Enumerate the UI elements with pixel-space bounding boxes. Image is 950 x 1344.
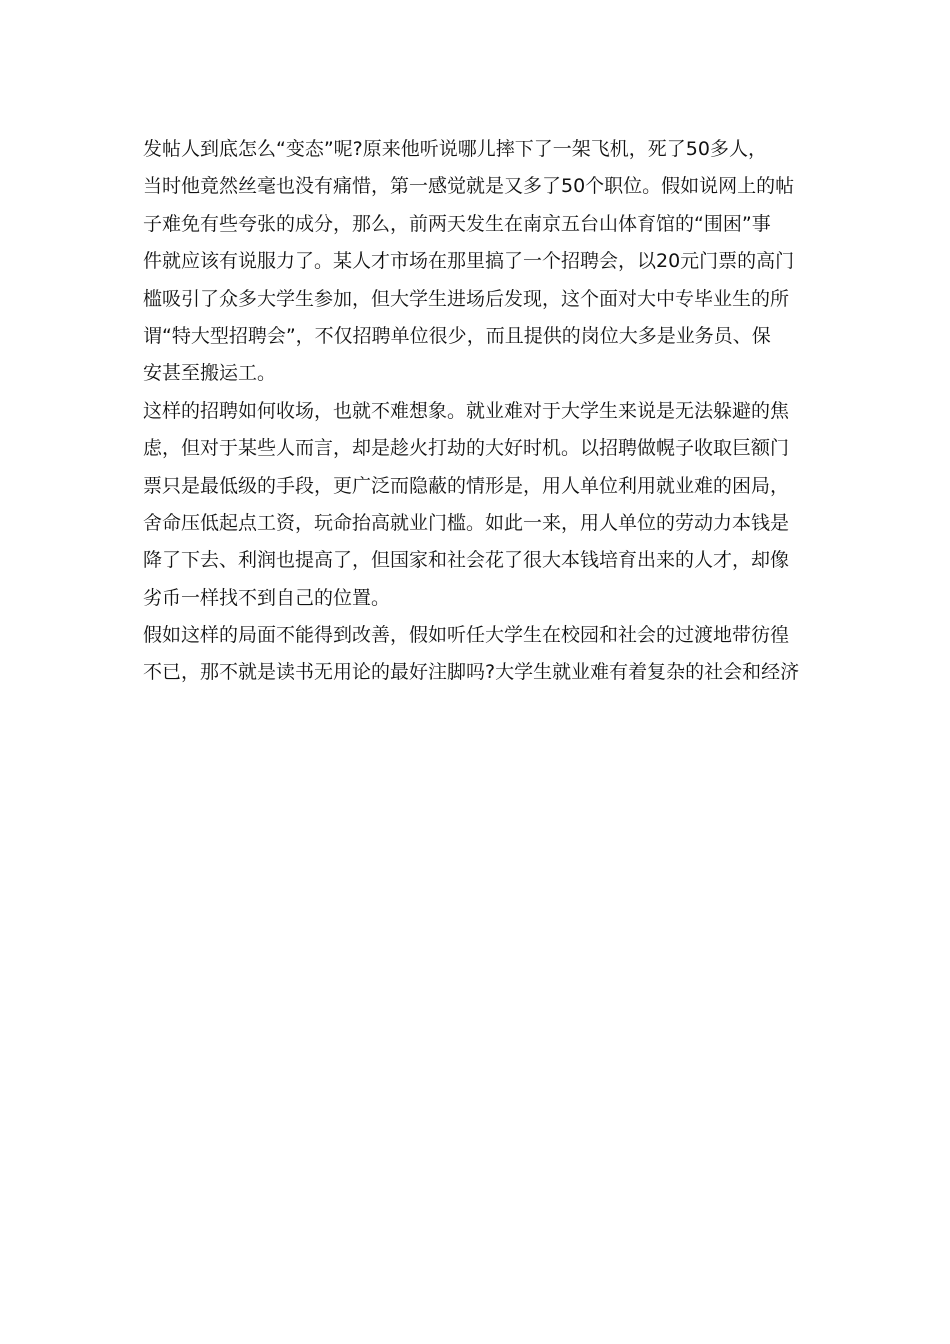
paragraph-1 (143, 131, 811, 393)
text-line: 虑，但对于某些人而言，却是趁火打劫的大好时机。以招聘做幌子收取巨额门 (143, 437, 790, 460)
text-line: 劣币一样找不到自己的位置。 (143, 586, 391, 609)
text-line: 假如这样的局面不能得到改善，假如听任大学生在校园和社会的过渡地带彷徨 (143, 624, 790, 647)
text-line: 当时他竟然丝毫也没有痛惜，第一感觉就是又多了50个职位。假如说网上的帖 (143, 175, 795, 198)
text-line: 安甚至搬运工。 (143, 362, 277, 385)
text-line: 子难免有些夸张的成分，那么，前两天发生在南京五台山体育馆的“围困”事 (143, 212, 771, 235)
text-line: 不已，那不就是读书无用论的最好注脚吗?大学生就业难有着复杂的社会和经济 (143, 661, 800, 684)
text-line: 票只是最低级的手段，更广泛而隐蔽的情形是，用人单位利用就业难的困局， (143, 474, 790, 497)
paragraph-3 (143, 617, 811, 692)
text-line: 件就应该有说服力了。某人才市场在那里搞了一个招聘会，以20元门票的高门 (143, 250, 795, 273)
text-line: 发帖人到底怎么“变态”呢?原来他听说哪儿摔下了一架飞机，死了50多人， (143, 138, 767, 160)
text-line: 降了下去、利润也提高了，但国家和社会花了很大本钱培育出来的人才，却像 (143, 549, 790, 572)
paragraph-2 (143, 393, 811, 617)
text-line: 舍命压低起点工资，玩命抬高就业门槛。如此一来，用人单位的劳动力本钱是 (143, 511, 790, 534)
text-line: 槛吸引了众多大学生参加，但大学生进场后发现，这个面对大中专毕业生的所 (143, 287, 790, 310)
text-line: 谓“特大型招聘会”，不仅招聘单位很少，而且提供的岗位大多是业务员、保 (143, 324, 771, 347)
text-line: 这样的招聘如何收场，也就不难想象。就业难对于大学生来说是无法躲避的焦 (143, 399, 790, 422)
document-body (143, 131, 811, 692)
